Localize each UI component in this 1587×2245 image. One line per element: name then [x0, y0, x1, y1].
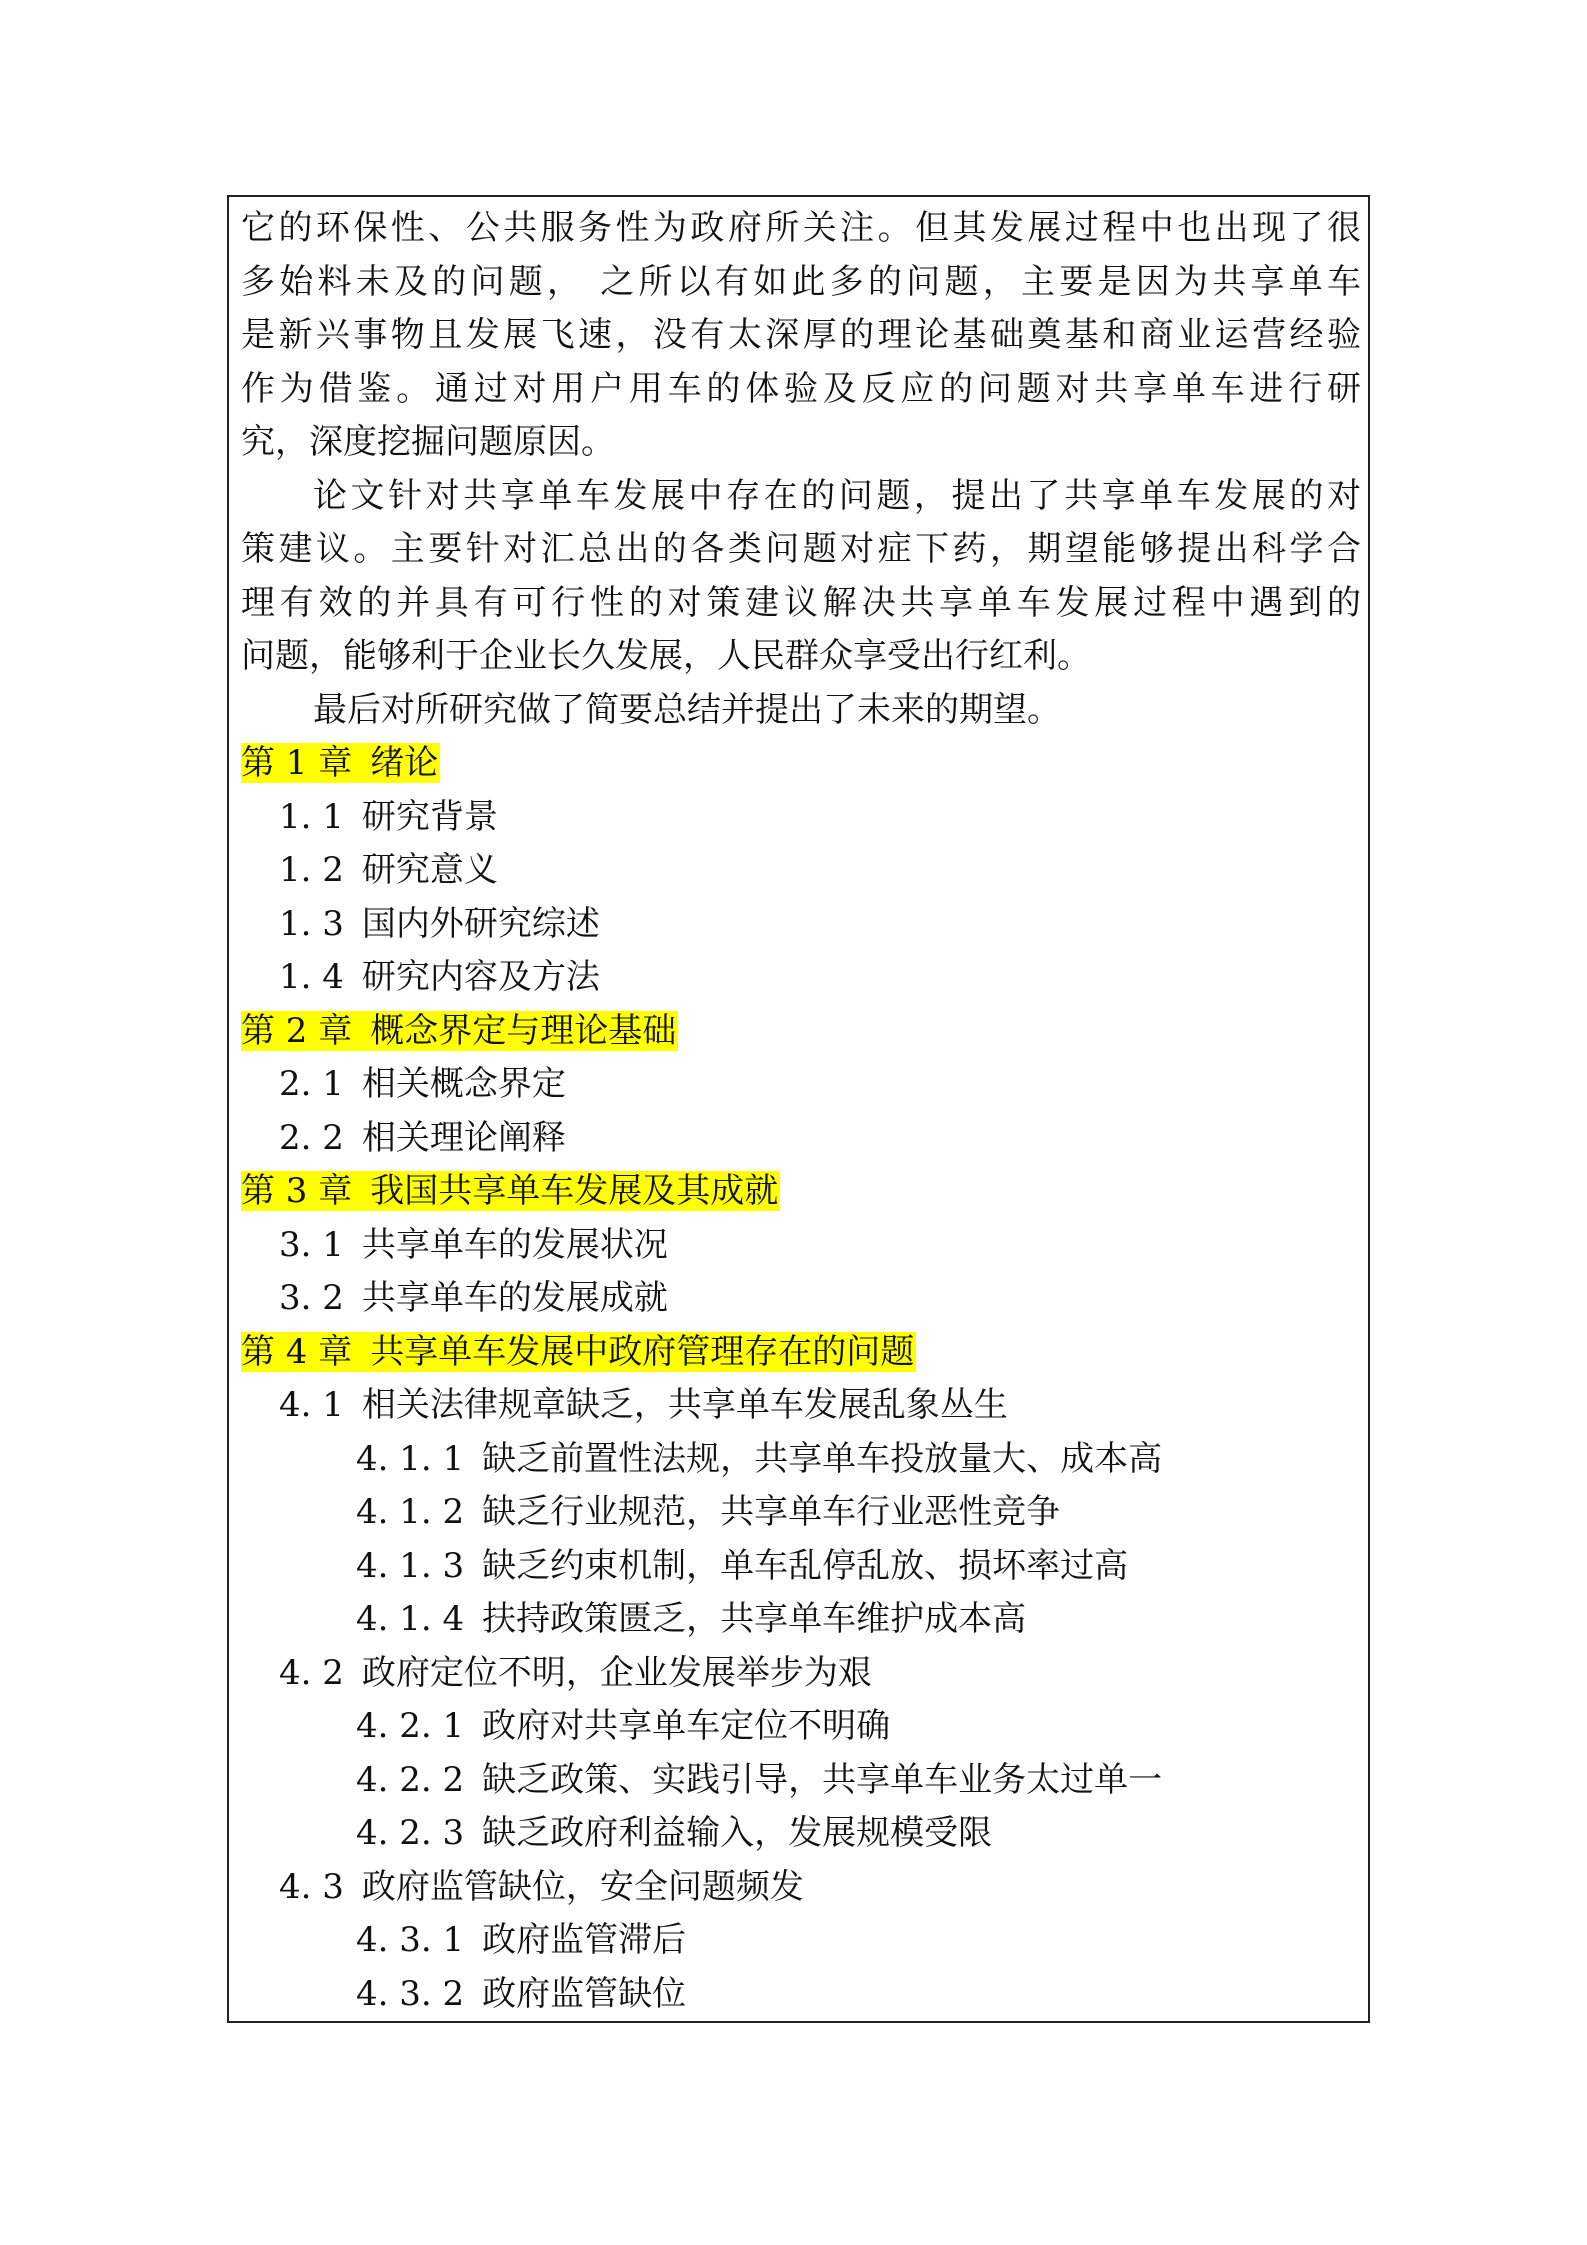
toc-section [241, 1272, 1361, 1326]
toc-title: 相关理论阐释 [361, 1117, 566, 1158]
paragraph-line: 理有效的并具有可行性的对策建议解决共享单车发展过程中遇到的 [241, 582, 1361, 623]
toc-number: 4. 3 [279, 1866, 344, 1907]
toc-subsection [241, 1754, 1361, 1808]
toc-chapter [241, 1005, 1361, 1059]
paragraph-line: 问题，能够利于企业长久发展，人民群众享受出行红利。 [241, 636, 1091, 676]
toc-title: 缺乏行业规范，共享单车行业恶性竞争 [482, 1492, 1061, 1532]
toc-number: 1. 3 [279, 903, 344, 944]
toc-title: 政府定位不明，企业发展举步为艰 [361, 1652, 872, 1693]
toc-number: 第 3 章 [241, 1171, 353, 1211]
paragraph-line: 论文针对共享单车发展中存在的问题，提出了共享单车发展的对 [313, 475, 1361, 516]
paragraph-line: 究，深度挖掘问题原因。 [241, 422, 615, 462]
toc-title: 国内外研究综述 [361, 903, 600, 944]
toc-chapter [241, 1165, 1361, 1219]
toc-entry-text [356, 1813, 992, 1853]
toc-number: 4. 3. 1 [356, 1920, 465, 1960]
toc-section [241, 951, 1361, 1005]
toc-number: 4. 1. 4 [356, 1599, 465, 1639]
toc-entry-text [241, 1332, 916, 1372]
toc-title: 缺乏政策、实践引导，共享单车业务太过单一 [482, 1759, 1163, 1800]
toc-number: 4. 1. 2 [356, 1492, 465, 1532]
toc-title: 缺乏前置性法规，共享单车投放量大、成本高 [482, 1438, 1163, 1479]
toc-number: 1. 2 [279, 850, 344, 890]
toc-entry-text [279, 850, 498, 890]
toc-section [241, 1112, 1361, 1166]
toc-entry-text [356, 1760, 1162, 1800]
toc-section [241, 844, 1361, 898]
toc-title: 相关法律规章缺乏，共享单车发展乱象丛生 [361, 1385, 1008, 1425]
toc-title: 研究内容及方法 [361, 957, 600, 997]
toc-title: 政府监管缺位 [482, 1973, 687, 2014]
toc-title: 扶持政策匮乏，共享单车维护成本高 [482, 1599, 1027, 1639]
toc-entry-text [241, 743, 440, 783]
toc-entry-text [356, 1546, 1128, 1586]
toc-entry-text [356, 1439, 1162, 1479]
toc-title: 共享单车的发展状况 [361, 1224, 668, 1265]
toc-number: 第 1 章 [241, 743, 353, 783]
abstract-paragraph [241, 202, 1361, 470]
toc-number: 第 2 章 [241, 1010, 353, 1051]
paragraph-line: 它的环保性、公共服务性为政府所关注。但其发展过程中也出现了很 [241, 208, 1361, 248]
toc-number: 4. 3. 2 [356, 1973, 465, 2014]
paragraph-line: 最后对所研究做了简要总结并提出了未来的期望。 [313, 689, 1061, 730]
toc-subsection [241, 1968, 1361, 2022]
toc-subsection [241, 1700, 1361, 1754]
toc-entry-text [356, 1974, 686, 2014]
toc-title: 共享单车的发展成就 [361, 1278, 668, 1318]
toc-title: 政府对共享单车定位不明确 [482, 1706, 891, 1746]
toc-number: 1. 4 [279, 957, 344, 997]
toc-entry-text [356, 1492, 1060, 1532]
toc-number: 4. 2. 3 [356, 1813, 465, 1853]
abstract-paragraph [241, 684, 1361, 738]
toc-entry-text [279, 1278, 668, 1318]
toc-subsection [241, 1433, 1361, 1487]
toc-subsection [241, 1540, 1361, 1594]
toc-title: 相关概念界定 [361, 1064, 566, 1104]
toc-title: 我国共享单车发展及其成就 [370, 1171, 779, 1211]
toc-title: 共享单车发展中政府管理存在的问题 [370, 1331, 915, 1372]
toc-section [241, 1058, 1361, 1112]
toc-entry-text [279, 1225, 668, 1265]
toc-section [241, 1647, 1361, 1701]
toc-number: 4. 1. 3 [356, 1545, 465, 1586]
paragraph-line: 作为借鉴。通过对用户用车的体验及反应的问题对共享单车进行研 [241, 368, 1361, 409]
toc-subsection [241, 1914, 1361, 1968]
toc-title: 缺乏政府利益输入，发展规模受限 [482, 1813, 993, 1853]
toc-number: 3. 1 [279, 1224, 344, 1265]
toc-subsection [241, 1593, 1361, 1647]
toc-title: 政府监管缺位，安全问题频发 [361, 1866, 804, 1907]
toc-entry-text [279, 797, 498, 837]
toc-entry-text [356, 1599, 1026, 1639]
toc-entry-text [279, 1118, 566, 1158]
toc-section [241, 1379, 1361, 1433]
toc-number: 3. 2 [279, 1278, 344, 1318]
paragraph-line: 多始料未及的问题， 之所以有如此多的问题，主要是因为共享单车 [241, 261, 1361, 302]
toc-entry-text [279, 1653, 872, 1693]
toc-entry-text [279, 1385, 1008, 1425]
toc-number: 4. 2 [279, 1652, 344, 1693]
toc-entry-text [356, 1920, 686, 1960]
toc-subsection [241, 1807, 1361, 1861]
toc-number: 4. 2. 1 [356, 1706, 465, 1746]
paragraph-line: 策建议。主要针对汇总出的各类问题对症下药，期望能够提出科学合 [241, 529, 1361, 569]
toc-chapter [241, 1326, 1361, 1380]
toc-entry-text [356, 1706, 890, 1746]
toc-section [241, 898, 1361, 952]
toc-title: 研究意义 [361, 850, 498, 890]
toc-entry-text [241, 1011, 678, 1051]
toc-title: 研究背景 [361, 796, 498, 837]
toc-number: 2. 1 [279, 1064, 344, 1104]
paragraph-line: 是新兴事物且发展飞速，没有太深厚的理论基础奠基和商业运营经验 [241, 315, 1361, 355]
document-body [241, 202, 1361, 2021]
toc-number: 第 4 章 [241, 1331, 353, 1372]
toc-entry-text [241, 1171, 780, 1211]
toc-section [241, 1219, 1361, 1273]
toc-title: 政府监管滞后 [482, 1920, 687, 1960]
toc-section [241, 791, 1361, 845]
toc-title: 概念界定与理论基础 [370, 1010, 677, 1051]
toc-entry-text [279, 904, 600, 944]
toc-number: 1. 1 [279, 796, 344, 837]
toc-chapter [241, 737, 1361, 791]
toc-section [241, 1861, 1361, 1915]
toc-title: 绪论 [370, 743, 439, 783]
toc-number: 4. 1. 1 [356, 1438, 465, 1479]
toc-entry-text [279, 1867, 804, 1907]
toc-number: 2. 2 [279, 1117, 344, 1158]
toc-title: 缺乏约束机制，单车乱停乱放、损坏率过高 [482, 1545, 1129, 1586]
toc-entry-text [279, 1064, 566, 1104]
toc-subsection [241, 1486, 1361, 1540]
abstract-paragraph [241, 470, 1361, 684]
toc-number: 4. 2. 2 [356, 1759, 465, 1800]
toc-number: 4. 1 [279, 1385, 344, 1425]
toc-entry-text [279, 957, 600, 997]
